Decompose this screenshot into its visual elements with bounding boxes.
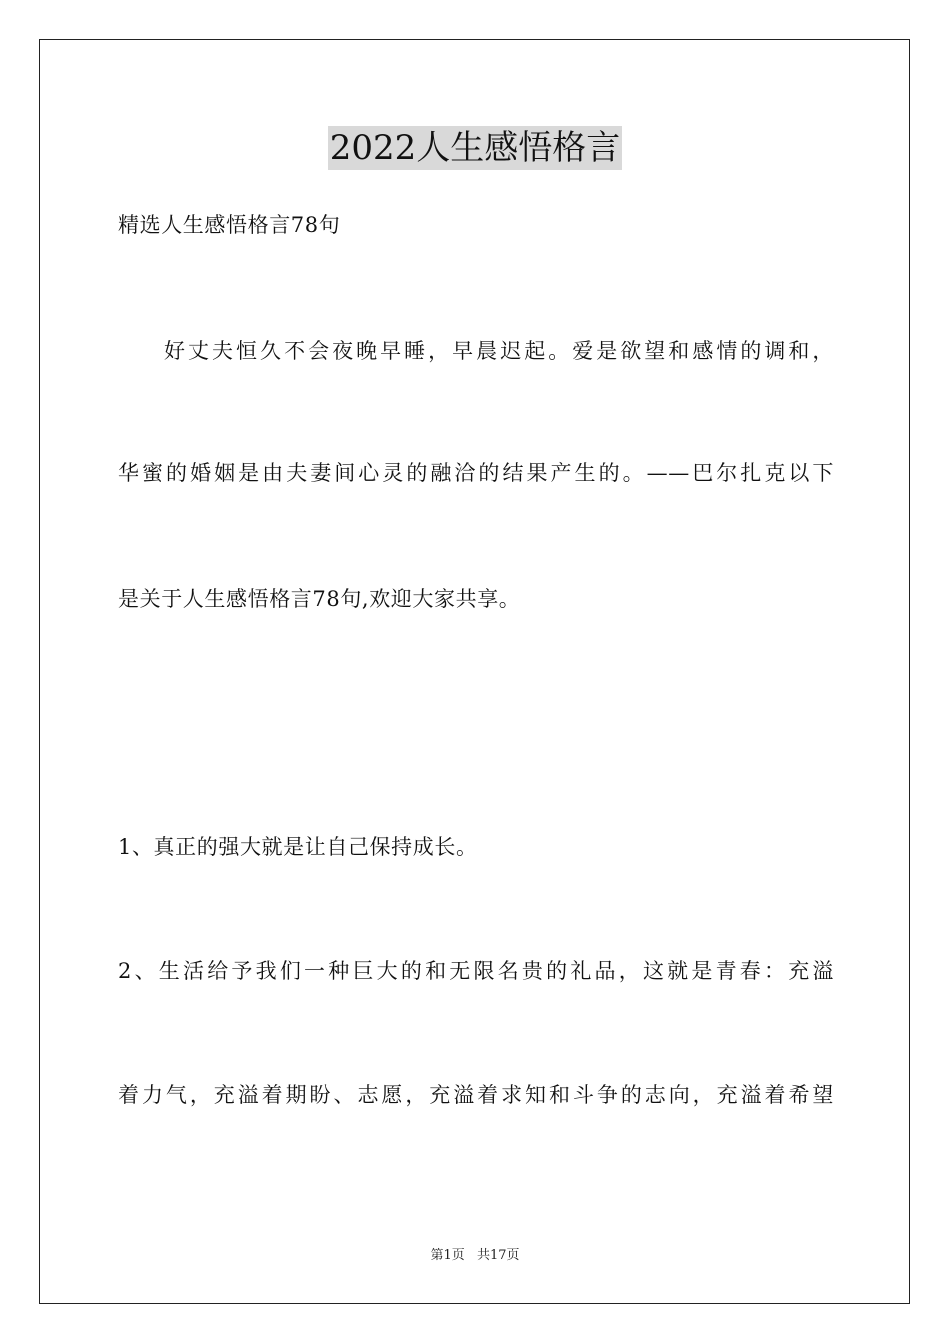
- paragraph-line: 好丈夫恒久不会夜晚早睡，早晨迟起。爱是欲望和感情的调和，: [164, 339, 834, 363]
- page-number: 第1页: [430, 1248, 465, 1263]
- document-subtitle: 精选人生感悟格言78句: [118, 213, 341, 237]
- paragraph-line: 着力气，充溢着期盼、志愿，充溢着求知和斗争的志向，充溢着希望: [118, 1083, 834, 1107]
- page-total: 共17页: [476, 1248, 520, 1263]
- list-item: 1、真正的强大就是让自己保持成长。: [118, 835, 478, 859]
- list-item: 2、生活给予我们一种巨大的和无限名贵的礼品，这就是青春：充溢: [118, 959, 834, 983]
- paragraph-line: 是关于人生感悟格言78句,欢迎大家共享。: [118, 587, 521, 611]
- title-container: [0, 126, 950, 170]
- page-footer: [0, 1247, 950, 1265]
- paragraph-line: 华蜜的婚姻是由夫妻间心灵的融洽的结果产生的。——巴尔扎克以下: [118, 461, 834, 485]
- document-title: 2022人生感悟格言: [329, 128, 621, 168]
